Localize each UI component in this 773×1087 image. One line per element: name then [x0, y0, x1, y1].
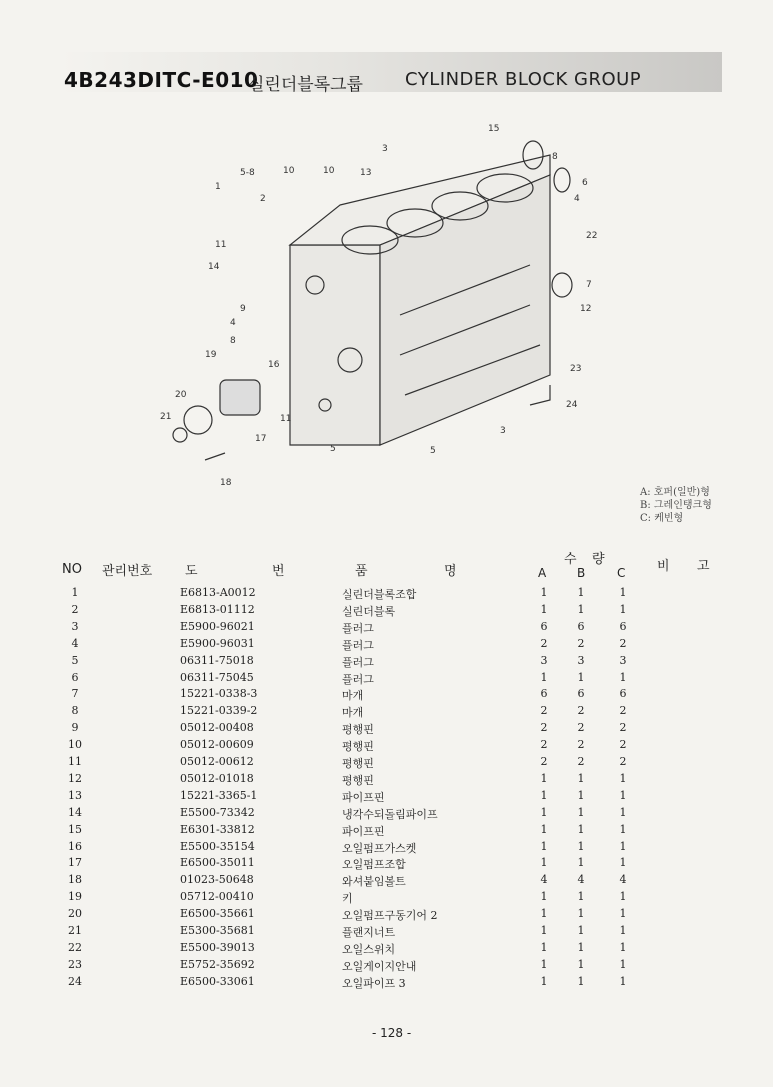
table-row [0, 856, 773, 873]
row-part-number: 05712-00410 [180, 890, 254, 904]
row-qty-c: 4 [619, 873, 627, 887]
callout-9: 9 [240, 304, 246, 314]
callout-8: 8 [552, 152, 558, 162]
callout-11a: 11 [215, 240, 227, 250]
callout-17: 17 [255, 434, 267, 444]
table-row [0, 840, 773, 857]
row-part-number: 15221-3365-1 [180, 788, 258, 802]
row-qty-c: 1 [619, 586, 627, 599]
row-qty-a: 1 [540, 890, 548, 904]
callout-21: 21 [160, 412, 172, 422]
row-part-number: E6813-A0012 [180, 586, 256, 599]
row-qty-a: 1 [540, 839, 548, 853]
row-qty-c: 2 [619, 636, 627, 650]
row-no: 5 [71, 653, 79, 667]
title-korean: 실린더블록그룹 [248, 75, 363, 95]
row-part-number: E6813-01112 [180, 602, 255, 616]
row-no: 2 [71, 602, 79, 616]
row-no: 4 [71, 636, 79, 650]
callout-15: 15 [488, 124, 500, 134]
th-mgmt: 관리번호 [102, 564, 153, 579]
row-part-number: 06311-75045 [180, 670, 254, 684]
row-qty-b: 1 [577, 856, 585, 870]
row-part-number: 01023-50648 [180, 873, 254, 887]
callout-18: 18 [220, 478, 232, 488]
row-part-name: 플러그 [342, 621, 374, 635]
callout-2: 2 [260, 194, 266, 204]
legend [640, 486, 712, 525]
row-qty-b: 2 [577, 721, 585, 735]
table-row [0, 772, 773, 789]
row-qty-a: 2 [540, 721, 548, 735]
row-qty-b: 2 [577, 636, 585, 650]
row-no: 12 [68, 771, 82, 785]
row-qty-c: 1 [619, 957, 627, 971]
th-su: 수 [564, 552, 577, 567]
table-row [0, 907, 773, 924]
callout-13: 13 [360, 168, 372, 178]
row-no: 7 [71, 687, 79, 701]
row-part-name: 플랜지너트 [342, 926, 396, 939]
legend-b: B: 그레인탱크형 [640, 500, 712, 511]
table-row [0, 721, 773, 738]
row-qty-c: 2 [619, 755, 627, 768]
table-row [0, 924, 773, 941]
row-qty-a: 6 [540, 687, 548, 701]
row-qty-c: 1 [619, 822, 627, 836]
row-part-number: 05012-00609 [180, 738, 254, 752]
row-part-number: E5752-35692 [180, 957, 255, 971]
row-qty-c: 3 [619, 653, 627, 667]
row-no: 6 [71, 670, 79, 684]
row-qty-b: 1 [577, 907, 585, 921]
row-part-name: 플러그 [342, 638, 374, 652]
row-qty-a: 6 [540, 619, 548, 633]
row-part-number: 06311-75018 [180, 653, 254, 667]
row-part-number: E5900-96021 [180, 619, 255, 633]
row-qty-b: 1 [577, 890, 585, 904]
row-qty-a: 1 [540, 586, 548, 599]
table-row [0, 806, 773, 823]
row-qty-c: 1 [619, 924, 627, 937]
table-row [0, 823, 773, 840]
row-qty-b: 1 [577, 602, 585, 616]
row-no: 16 [68, 839, 82, 853]
th-c: C [617, 566, 626, 580]
row-part-name: 냉각수되돌림파이프 [342, 807, 438, 821]
row-qty-b: 1 [577, 839, 585, 853]
callout-24: 24 [566, 400, 578, 410]
row-no: 15 [68, 822, 82, 836]
th-ryang: 량 [592, 552, 605, 567]
table-row [0, 704, 773, 721]
row-qty-a: 1 [540, 805, 548, 819]
page-number: - 128 - [372, 1026, 412, 1040]
callout-5a: 5 [330, 444, 336, 454]
row-qty-b: 1 [577, 670, 585, 684]
row-part-number: E6500-35661 [180, 907, 255, 921]
row-qty-c: 1 [619, 940, 627, 954]
callout-3b: 3 [500, 426, 506, 436]
th-myeong: 명 [444, 564, 457, 579]
row-part-name: 오일파이프 3 [342, 976, 406, 990]
row-qty-c: 1 [619, 805, 627, 819]
callout-5-8: 5-8 [240, 168, 255, 178]
row-no: 8 [71, 704, 79, 718]
th-no: NO [62, 562, 82, 577]
row-qty-c: 1 [619, 788, 627, 802]
th-b: B [577, 566, 586, 580]
row-part-name: 플러그 [342, 655, 374, 669]
callout-20: 20 [175, 390, 187, 400]
row-no: 1 [71, 586, 79, 599]
row-qty-b: 1 [577, 771, 585, 785]
row-qty-a: 1 [540, 940, 548, 954]
th-a: A [538, 566, 547, 580]
row-no: 20 [68, 907, 82, 921]
callout-1: 1 [215, 182, 221, 192]
row-qty-b: 6 [577, 687, 585, 701]
callout-7: 7 [586, 280, 592, 290]
row-qty-b: 1 [577, 940, 585, 954]
row-qty-a: 1 [540, 670, 548, 684]
row-no: 19 [68, 890, 82, 904]
row-part-name: 평행핀 [342, 740, 374, 754]
row-qty-a: 3 [540, 653, 548, 667]
row-qty-a: 1 [540, 907, 548, 921]
row-qty-b: 3 [577, 653, 585, 667]
row-part-name: 오일펌프조합 [342, 858, 406, 872]
row-qty-b: 1 [577, 974, 585, 988]
row-qty-a: 1 [540, 974, 548, 988]
row-qty-b: 2 [577, 704, 585, 718]
row-qty-b: 1 [577, 822, 585, 836]
row-qty-b: 1 [577, 788, 585, 802]
row-part-name: 파이프핀 [342, 790, 385, 804]
row-part-number: 15221-0338-3 [180, 687, 258, 701]
legend-a: A: 호퍼(일반)형 [640, 487, 710, 498]
row-qty-c: 1 [619, 907, 627, 921]
callout-4: 4 [574, 194, 580, 204]
row-qty-c: 2 [619, 738, 627, 752]
table-row [0, 637, 773, 654]
row-qty-b: 2 [577, 755, 585, 768]
row-part-number: 05012-00408 [180, 721, 254, 735]
row-qty-a: 2 [540, 755, 548, 768]
row-part-number: E5300-35681 [180, 924, 255, 937]
row-part-name: 마개 [342, 689, 364, 703]
th-beon: 번 [272, 564, 285, 579]
row-part-name: 플러그 [342, 672, 374, 686]
table-row [0, 941, 773, 958]
th-do: 도 [185, 564, 198, 579]
table-row [0, 890, 773, 907]
row-qty-c: 1 [619, 839, 627, 853]
th-go: 고 [697, 559, 710, 574]
callout-19: 19 [205, 350, 217, 360]
row-no: 14 [68, 805, 82, 819]
row-no: 10 [68, 738, 82, 752]
row-no: 13 [68, 788, 82, 802]
model-code: 4B243DITC-E010 [64, 68, 259, 92]
row-qty-c: 6 [619, 619, 627, 633]
row-qty-c: 1 [619, 602, 627, 616]
row-qty-c: 2 [619, 721, 627, 735]
row-no: 23 [68, 957, 82, 971]
row-part-name: 오일스위치 [342, 942, 396, 956]
row-qty-b: 4 [577, 873, 585, 887]
row-qty-b: 1 [577, 805, 585, 819]
table-row [0, 755, 773, 772]
row-no: 11 [68, 755, 82, 768]
callout-14: 14 [208, 262, 220, 272]
callout-8b: 8 [230, 336, 236, 346]
th-bi: 비 [657, 559, 670, 574]
row-part-name: 평행핀 [342, 723, 374, 737]
row-qty-c: 6 [619, 687, 627, 701]
callout-11b: 11 [280, 414, 292, 424]
row-no: 3 [71, 619, 79, 633]
row-qty-a: 1 [540, 771, 548, 785]
callout-22: 22 [586, 231, 598, 241]
row-part-number: 15221-0339-2 [180, 704, 258, 718]
row-part-number: E5500-73342 [180, 805, 255, 819]
table-row [0, 687, 773, 704]
table-row [0, 975, 773, 992]
table-row [0, 789, 773, 806]
table-row [0, 603, 773, 620]
callout-16: 16 [268, 360, 280, 370]
cylinder-block-diagram [150, 115, 610, 495]
callout-23: 23 [570, 364, 582, 374]
row-qty-b: 6 [577, 619, 585, 633]
row-qty-a: 1 [540, 822, 548, 836]
row-part-name: 와셔붙임볼트 [342, 875, 406, 889]
callout-10b: 10 [323, 166, 335, 176]
row-no: 17 [68, 856, 82, 870]
row-part-number: E6301-33812 [180, 822, 255, 836]
row-part-name: 오일펌프가스켓 [342, 841, 417, 855]
row-part-name: 평행핀 [342, 757, 374, 770]
row-qty-c: 1 [619, 974, 627, 988]
row-qty-c: 1 [619, 771, 627, 785]
row-no: 22 [68, 940, 82, 954]
row-part-name: 마개 [342, 706, 364, 720]
callout-12: 12 [580, 304, 592, 314]
row-part-number: 05012-01018 [180, 771, 254, 785]
row-qty-a: 1 [540, 788, 548, 802]
row-qty-c: 1 [619, 856, 627, 870]
table-row [0, 671, 773, 688]
row-qty-b: 2 [577, 738, 585, 752]
callout-4b: 4 [230, 318, 236, 328]
row-no: 9 [71, 721, 79, 735]
row-qty-a: 2 [540, 636, 548, 650]
row-part-name: 오일게이지안내 [342, 959, 417, 973]
row-part-name: 실린더블록 [342, 604, 396, 618]
callout-6: 6 [582, 178, 588, 188]
table-row [0, 958, 773, 975]
row-part-number: E5500-39013 [180, 940, 255, 954]
row-qty-a: 1 [540, 856, 548, 870]
row-part-name: 평행핀 [342, 773, 374, 787]
row-part-number: E5500-35154 [180, 839, 255, 853]
row-qty-b: 1 [577, 957, 585, 971]
row-qty-a: 2 [540, 738, 548, 752]
row-qty-a: 2 [540, 704, 548, 718]
row-qty-c: 1 [619, 890, 627, 904]
row-part-number: 05012-00612 [180, 755, 254, 768]
callout-3: 3 [382, 144, 388, 154]
table-row [0, 873, 773, 890]
row-part-number: E6500-33061 [180, 974, 255, 988]
row-qty-c: 2 [619, 704, 627, 718]
row-part-name: 파이프핀 [342, 824, 385, 838]
row-qty-a: 4 [540, 873, 548, 887]
row-no: 24 [68, 974, 82, 988]
row-qty-b: 1 [577, 924, 585, 937]
th-pum: 품 [355, 564, 368, 579]
callout-10a: 10 [283, 166, 295, 176]
row-part-name: 오일펌프구동기어 2 [342, 909, 438, 923]
callout-5b: 5 [430, 446, 436, 456]
title-english: CYLINDER BLOCK GROUP [405, 69, 642, 90]
row-qty-a: 1 [540, 924, 548, 937]
row-part-name: 키 [342, 892, 353, 906]
row-part-name: 실린더블록조합 [342, 588, 417, 601]
row-no: 21 [68, 924, 82, 937]
table-row [0, 654, 773, 671]
row-qty-c: 1 [619, 670, 627, 684]
row-part-number: E5900-96031 [180, 636, 255, 650]
table-row [0, 738, 773, 755]
row-part-number: E6500-35011 [180, 856, 255, 870]
table-row [0, 620, 773, 637]
table-row [0, 586, 773, 603]
legend-c: C: 케빈형 [640, 513, 684, 524]
row-qty-a: 1 [540, 957, 548, 971]
row-no: 18 [68, 873, 82, 887]
row-qty-b: 1 [577, 586, 585, 599]
row-qty-a: 1 [540, 602, 548, 616]
